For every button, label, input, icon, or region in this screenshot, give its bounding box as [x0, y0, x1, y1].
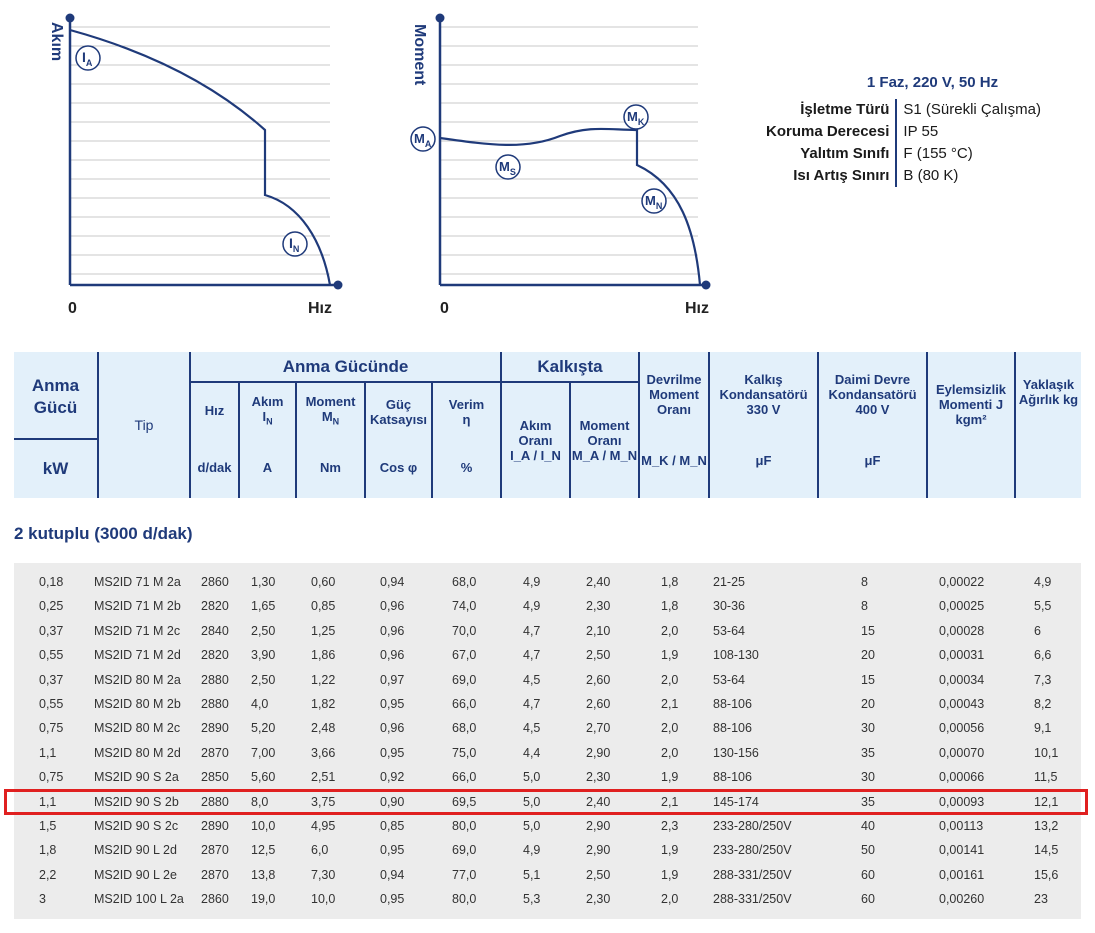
cell-moment: 1,25 — [311, 623, 336, 638]
cell-pf: 0,96 — [380, 623, 405, 638]
cell-weight: 10,1 — [1034, 745, 1059, 760]
cell-run-cap: 60 — [861, 892, 875, 907]
breakdown-torque-marker — [624, 105, 648, 129]
cell-run-cap: 8 — [861, 575, 868, 589]
col-eff-header: Verim η — [448, 397, 485, 427]
cell-run-cap: 30 — [861, 721, 875, 736]
col-moment-unit: Nm — [320, 459, 341, 475]
col-current-unit: A — [262, 459, 273, 475]
cell-power: 0,55 — [39, 697, 64, 711]
cell-pf: 0,95 — [380, 892, 405, 907]
table-row — [14, 887, 1081, 911]
cell-eff: 68,0 — [452, 575, 477, 589]
cell-current: 3,90 — [251, 648, 276, 663]
cell-eff: 66,0 — [452, 770, 477, 785]
table-row — [14, 668, 1081, 692]
cell-weight: 9,1 — [1034, 721, 1052, 736]
cell-breakdown: 2,0 — [661, 745, 679, 760]
cell-breakdown: 2,0 — [661, 672, 679, 687]
cell-moment: 2,48 — [311, 721, 336, 736]
cell-start-cap: 53-64 — [713, 672, 745, 687]
cell-speed: 2890 — [201, 819, 229, 833]
cell-pf: 0,90 — [380, 794, 405, 809]
cell-breakdown: 2,0 — [661, 623, 679, 638]
cell-power: 0,75 — [39, 770, 64, 785]
col-weight-header: Yaklaşık Ağırlık kg — [1018, 377, 1079, 407]
cell-moment: 7,30 — [311, 867, 336, 882]
table-row — [14, 765, 1081, 789]
cell-breakdown: 2,0 — [661, 721, 679, 736]
cell-current: 13,8 — [251, 867, 276, 882]
cell-start-current: 5,1 — [523, 867, 541, 882]
cell-pf: 0,95 — [380, 697, 405, 711]
table-row — [14, 643, 1081, 667]
cell-weight: 23 — [1034, 892, 1048, 907]
cell-type: MS2ID 90 S 2b — [94, 794, 179, 809]
cell-pf: 0,92 — [380, 770, 405, 785]
cell-run-cap: 8 — [861, 599, 868, 614]
cell-start-current: 5,0 — [523, 794, 541, 809]
spec-row: Isı Artış Sınırı B (80 K) — [760, 165, 1047, 187]
cell-breakdown: 1,9 — [661, 843, 679, 858]
group-title: 2 kutuplu (3000 d/dak) — [14, 524, 193, 543]
cell-start-moment: 2,90 — [586, 745, 611, 760]
cell-start-cap: 30-36 — [713, 599, 745, 614]
motor-specs — [740, 74, 1090, 187]
cell-eff: 69,0 — [452, 843, 477, 858]
cell-start-current: 4,5 — [523, 721, 541, 736]
cell-current: 8,0 — [251, 794, 269, 809]
cell-start-cap: 288-331/250V — [713, 867, 792, 882]
cell-type: MS2ID 71 M 2b — [94, 599, 181, 614]
rated-current-marker — [283, 232, 307, 256]
cell-current: 10,0 — [251, 819, 276, 833]
cell-speed: 2840 — [201, 623, 229, 638]
cell-start-current: 4,9 — [523, 575, 541, 589]
characteristic-curves — [0, 0, 760, 330]
cell-run-cap: 60 — [861, 867, 875, 882]
col-type-header: Tip — [134, 416, 154, 433]
cell-run-cap: 15 — [861, 623, 875, 638]
col-speed-unit: d/dak — [197, 459, 232, 475]
table-row — [14, 692, 1081, 716]
cell-speed: 2880 — [201, 672, 229, 687]
cell-speed: 2870 — [201, 745, 229, 760]
cell-inertia: 0,00056 — [939, 721, 985, 736]
cell-speed: 2860 — [201, 892, 229, 907]
specs-table — [760, 99, 1047, 187]
svg-text:MA: $M_A$ — [414, 131, 432, 149]
cell-inertia: 0,00022 — [939, 575, 985, 589]
cell-moment: 0,85 — [311, 599, 336, 614]
cell-speed: 2860 — [201, 575, 229, 589]
cell-speed: 2850 — [201, 770, 229, 785]
spec-row: Yalıtım Sınıfı F (155 °C) — [760, 143, 1047, 165]
current-axis-x-label: Hız — [308, 300, 332, 317]
svg-text:IN: $I_N$ — [289, 235, 300, 254]
cell-pf: 0,95 — [380, 843, 405, 858]
cell-type: MS2ID 80 M 2b — [94, 697, 181, 711]
torque-chart — [411, 14, 711, 318]
cell-power: 2,2 — [39, 867, 57, 882]
svg-text:MK: $M_K$ — [627, 109, 645, 127]
cell-run-cap: 15 — [861, 672, 875, 687]
cell-eff: 80,0 — [452, 892, 477, 907]
cell-moment: 0,60 — [311, 575, 336, 589]
rated-group-header: Anma Gücünde — [282, 357, 409, 376]
cell-speed: 2820 — [201, 599, 229, 614]
cell-speed: 2870 — [201, 843, 229, 858]
cell-inertia: 0,00031 — [939, 648, 985, 663]
col-pf-header: Güç Katsayısı — [369, 397, 428, 427]
cell-eff: 67,0 — [452, 648, 477, 663]
cell-start-cap: 88-106 — [713, 697, 752, 711]
starting-current-marker — [76, 46, 100, 70]
cell-start-current: 5,0 — [523, 819, 541, 833]
cell-moment: 10,0 — [311, 892, 336, 907]
cell-inertia: 0,00066 — [939, 770, 985, 785]
cell-eff: 68,0 — [452, 721, 477, 736]
cell-type: MS2ID 80 M 2d — [94, 745, 181, 760]
cell-power: 0,18 — [39, 575, 64, 589]
cell-current: 2,50 — [251, 623, 276, 638]
table-row — [14, 838, 1081, 862]
cell-inertia: 0,00028 — [939, 623, 985, 638]
cell-eff: 77,0 — [452, 867, 477, 882]
col-speed-header: Hız — [204, 402, 225, 418]
saddle-torque-marker — [496, 155, 520, 179]
cell-speed: 2870 — [201, 867, 229, 882]
cell-start-current: 4,9 — [523, 843, 541, 858]
cell-run-cap: 20 — [861, 697, 875, 711]
cell-start-current: 5,0 — [523, 770, 541, 785]
cell-power: 0,25 — [39, 599, 64, 614]
cell-start-moment: 2,10 — [586, 623, 611, 638]
starting-group-header: Kalkışta — [537, 357, 603, 376]
cell-start-moment: 2,90 — [586, 819, 611, 833]
cell-type: MS2ID 80 M 2a — [94, 672, 181, 687]
cell-power: 0,37 — [39, 672, 64, 687]
cell-start-cap: 233-280/250V — [713, 819, 792, 833]
cell-type: MS2ID 71 M 2d — [94, 648, 181, 663]
cell-start-cap: 233-280/250V — [713, 843, 792, 858]
cell-run-cap: 35 — [861, 745, 875, 760]
cell-start-cap: 288-331/250V — [713, 892, 792, 907]
cell-breakdown: 2,1 — [661, 794, 679, 809]
cell-speed: 2880 — [201, 697, 229, 711]
col-start-current-header: Akım Oranı I_A / I_N — [510, 417, 561, 463]
table-row — [14, 741, 1081, 765]
cell-pf: 0,97 — [380, 672, 405, 687]
col-start-cap-header: Kalkış Kondansatörü 330 V — [719, 371, 808, 417]
cell-start-cap: 88-106 — [713, 770, 752, 785]
table-header — [14, 352, 1081, 498]
cell-breakdown: 1,9 — [661, 770, 679, 785]
cell-start-moment: 2,50 — [586, 867, 611, 882]
cell-current: 1,30 — [251, 575, 276, 589]
cell-run-cap: 20 — [861, 648, 875, 663]
cell-moment: 4,95 — [311, 819, 336, 833]
cell-eff: 66,0 — [452, 697, 477, 711]
cell-pf: 0,96 — [380, 599, 405, 614]
cell-power: 0,75 — [39, 721, 64, 736]
cell-start-moment: 2,90 — [586, 843, 611, 858]
cell-inertia: 0,00025 — [939, 599, 985, 614]
cell-inertia: 0,00034 — [939, 672, 985, 687]
cell-start-cap: 145-174 — [713, 794, 759, 809]
cell-current: 5,60 — [251, 770, 276, 785]
cell-start-moment: 2,60 — [586, 697, 611, 711]
cell-pf: 0,94 — [380, 867, 405, 882]
cell-start-current: 4,7 — [523, 623, 541, 638]
cell-run-cap: 40 — [861, 819, 875, 833]
cell-current: 1,65 — [251, 599, 276, 614]
cell-breakdown: 2,3 — [661, 819, 679, 833]
cell-weight: 6 — [1034, 623, 1041, 638]
cell-inertia: 0,00141 — [939, 843, 985, 858]
cell-weight: 5,5 — [1034, 599, 1052, 614]
cell-eff: 69,0 — [452, 672, 477, 687]
cell-weight: 6,6 — [1034, 648, 1052, 663]
cell-speed: 2880 — [201, 794, 229, 809]
cell-breakdown: 1,8 — [661, 575, 679, 589]
cell-speed: 2890 — [201, 721, 229, 736]
cell-run-cap: 30 — [861, 770, 875, 785]
svg-text:IA: $I_A$ — [82, 49, 93, 68]
col-pf-unit: Cos φ — [379, 459, 418, 475]
svg-text:MN: $M_N$ — [645, 193, 663, 211]
cell-weight: 15,6 — [1034, 867, 1059, 882]
cell-inertia: 0,00113 — [939, 819, 984, 833]
col-start-cap-unit: μF — [755, 452, 772, 468]
cell-type: MS2ID 100 L 2a — [94, 892, 184, 907]
cell-start-cap: 88-106 — [713, 721, 752, 736]
cell-moment: 6,0 — [311, 843, 329, 858]
col-breakdown-unit: M_K / M_N — [641, 452, 707, 468]
table-row — [14, 619, 1081, 643]
cell-type: MS2ID 71 M 2c — [94, 623, 181, 638]
cell-moment: 3,66 — [311, 745, 336, 760]
cell-weight: 7,3 — [1034, 672, 1052, 687]
cell-pf: 0,95 — [380, 745, 405, 760]
cell-moment: 1,22 — [311, 672, 336, 687]
cell-moment: 2,51 — [311, 770, 336, 785]
cell-start-moment: 2,30 — [586, 770, 611, 785]
spec-row: İşletme Türü S1 (Sürekli Çalışma) — [760, 99, 1047, 121]
cell-breakdown: 2,0 — [661, 892, 679, 907]
cell-inertia: 0,00260 — [939, 892, 985, 907]
cell-current: 19,0 — [251, 892, 276, 907]
col-eff-unit: % — [460, 459, 473, 475]
cell-current: 2,50 — [251, 672, 276, 687]
cell-type: MS2ID 90 S 2c — [94, 819, 179, 833]
current-origin-label: 0 — [68, 300, 77, 317]
cell-pf: 0,96 — [380, 648, 405, 663]
cell-power: 0,37 — [39, 623, 64, 638]
cell-start-cap: 108-130 — [713, 648, 759, 663]
cell-run-cap: 50 — [861, 843, 875, 858]
cell-moment: 1,86 — [311, 648, 336, 663]
cell-start-moment: 2,40 — [586, 575, 611, 589]
cell-type: MS2ID 71 M 2a — [94, 575, 181, 589]
cell-start-current: 5,3 — [523, 892, 541, 907]
torque-origin-label: 0 — [440, 300, 449, 317]
cell-type: MS2ID 90 S 2a — [94, 770, 179, 785]
starting-torque-marker — [411, 127, 435, 151]
svg-text:MS: $M_S$ — [499, 159, 516, 177]
cell-breakdown: 1,8 — [661, 599, 679, 614]
col-inertia-header: Eylemsizlik Momenti J kgm² — [935, 381, 1007, 427]
cell-power: 1,1 — [39, 745, 57, 760]
current-axis-y-label: Akım — [48, 22, 65, 62]
torque-axis-y-label: Moment — [411, 24, 428, 86]
table-row — [14, 814, 1081, 838]
cell-weight: 14,5 — [1034, 843, 1059, 858]
table-row — [14, 594, 1081, 618]
cell-eff: 70,0 — [452, 623, 477, 638]
torque-axis-x-label: Hız — [685, 300, 709, 317]
col-moment-header: Moment $M_N$ — [305, 394, 356, 427]
cell-pf: 0,85 — [380, 819, 405, 833]
col-current-header: Akım $I_N$ — [251, 394, 284, 427]
cell-start-cap: 53-64 — [713, 623, 745, 638]
cell-breakdown: 1,9 — [661, 867, 679, 882]
table-row — [14, 570, 1081, 594]
cell-eff: 80,0 — [452, 819, 477, 833]
cell-pf: 0,96 — [380, 721, 405, 736]
cell-inertia: 0,00161 — [939, 867, 985, 882]
cell-run-cap: 35 — [861, 794, 875, 809]
table-row — [14, 716, 1081, 740]
cell-start-cap: 21-25 — [713, 575, 745, 589]
cell-start-cap: 130-156 — [713, 745, 759, 760]
col-run-cap-unit: μF — [864, 452, 881, 468]
cell-moment: 1,82 — [311, 697, 336, 711]
cell-pf: 0,94 — [380, 575, 405, 589]
cell-current: 12,5 — [251, 843, 276, 858]
col-run-cap-header: Daimi Devre Kondansatörü 400 V — [828, 371, 917, 417]
specs-title: 1 Faz, 220 V, 50 Hz — [866, 74, 999, 91]
cell-start-moment: 2,60 — [586, 672, 611, 687]
cell-eff: 69,5 — [452, 794, 477, 809]
cell-weight: 11,5 — [1034, 770, 1058, 785]
col-power-unit: kW — [42, 458, 69, 478]
rated-torque-marker — [642, 189, 666, 213]
cell-speed: 2820 — [201, 648, 229, 663]
cell-weight: 4,9 — [1034, 575, 1052, 589]
cell-moment: 3,75 — [311, 794, 336, 809]
cell-weight: 12,1 — [1034, 794, 1059, 809]
cell-start-moment: 2,50 — [586, 648, 611, 663]
cell-start-moment: 2,30 — [586, 892, 611, 907]
cell-inertia: 0,00043 — [939, 697, 985, 711]
cell-inertia: 0,00070 — [939, 745, 985, 760]
cell-start-current: 4,5 — [523, 672, 541, 687]
current-chart — [48, 14, 343, 318]
col-breakdown-header: Devrilme Moment Oranı — [646, 371, 702, 417]
cell-start-current: 4,7 — [523, 648, 541, 663]
cell-eff: 74,0 — [452, 599, 477, 614]
col-start-moment-header: Moment Oranı M_A / M_N — [571, 417, 638, 463]
cell-breakdown: 1,9 — [661, 648, 679, 663]
col-power-header: Anma Gücü — [31, 376, 80, 417]
cell-eff: 75,0 — [452, 745, 477, 760]
cell-current: 5,20 — [251, 721, 276, 736]
cell-type: MS2ID 80 M 2c — [94, 721, 181, 736]
cell-weight: 8,2 — [1034, 697, 1052, 711]
spec-row: Koruma Derecesi IP 55 — [760, 121, 1047, 143]
cell-start-moment: 2,30 — [586, 599, 611, 614]
cell-start-current: 4,9 — [523, 599, 541, 614]
cell-current: 4,0 — [251, 697, 269, 711]
cell-power: 0,55 — [39, 648, 64, 663]
cell-start-moment: 2,40 — [586, 794, 611, 809]
cell-weight: 13,2 — [1034, 819, 1059, 833]
cell-start-moment: 2,70 — [586, 721, 611, 736]
cell-inertia: 0,00093 — [939, 794, 985, 809]
cell-power: 1,8 — [39, 843, 57, 858]
cell-type: MS2ID 90 L 2d — [94, 843, 177, 858]
cell-start-current: 4,4 — [523, 745, 541, 760]
cell-current: 7,00 — [251, 745, 276, 760]
cell-power: 1,5 — [39, 819, 57, 833]
cell-type: MS2ID 90 L 2e — [94, 867, 177, 882]
cell-start-current: 4,7 — [523, 697, 541, 711]
table-row — [14, 863, 1081, 887]
highlighted-row-box — [4, 789, 1088, 815]
cell-breakdown: 2,1 — [661, 697, 679, 711]
cell-power: 1,1 — [39, 794, 57, 809]
cell-power: 3 — [39, 892, 46, 907]
